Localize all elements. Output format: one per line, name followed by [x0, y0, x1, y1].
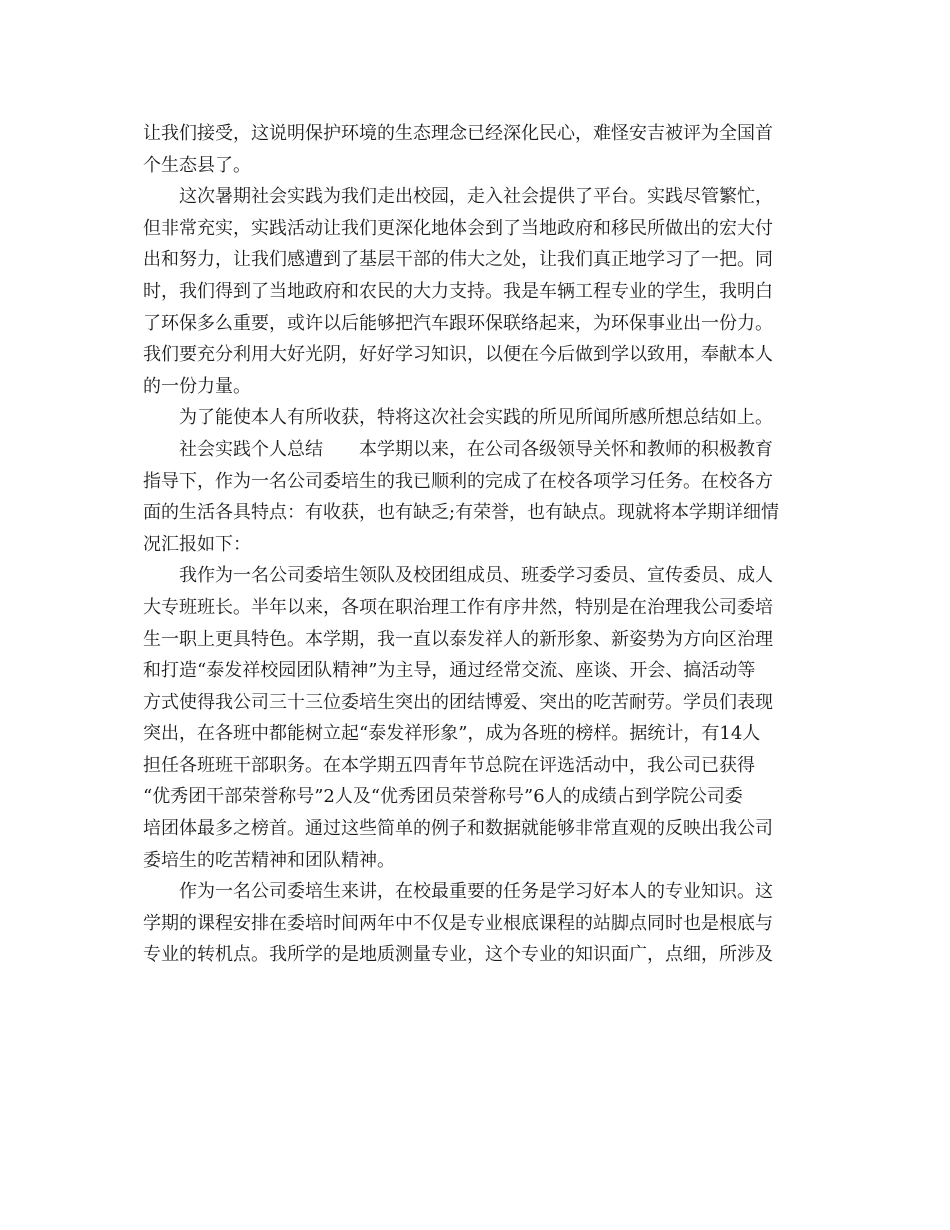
document-body: [143, 118, 813, 971]
text-line: 社会实践个人总结 本学期以来，在公司各级领导关怀和教师的积极教育: [179, 438, 773, 460]
text-line: 时，我们得到了当地政府和农民的大力支持。我是车辆工程专业的学生，我明白: [143, 280, 773, 302]
text-line: 突出，在各班中都能树立起“泰发祥形象”，成为各班的榜样。据统计，有14人: [143, 723, 761, 745]
text-line: 况汇报如下：: [143, 533, 251, 555]
text-line: 的一份力量。: [143, 375, 251, 397]
paragraph-5: [143, 560, 813, 876]
text-line: 方式使得我公司三十三位委培生突出的团结博爱、突出的吃苦耐劳。学员们表现: [143, 691, 773, 713]
text-line: 大专班班长。半年以来，各项在职治理工作有序井然，特别是在治理我公司委培: [143, 596, 773, 618]
paragraph-2: [143, 181, 813, 402]
paragraph-4: [143, 434, 813, 560]
text-line: 和打造“泰发祥校园团队精神”为主导，通过经常交流、座谈、开会、搞活动等: [143, 660, 756, 682]
text-line: 生一职上更具特色。本学期，我一直以泰发祥人的新形象、新姿势为方向区治理: [143, 628, 773, 650]
text-line: 但非常充实，实践活动让我们更深化地体会到了当地政府和移民所做出的宏大付: [143, 217, 773, 239]
text-line: 让我们接受，这说明保护环境的生态理念已经深化民心，难怪安吉被评为全国首: [143, 123, 773, 144]
text-line: 作为一名公司委培生来讲，在校最重要的任务是学习好本人的专业知识。这: [179, 881, 773, 903]
text-line: 出和努力，让我们感遭到了基层干部的伟大之处，让我们真正地学习了一把。同: [143, 249, 773, 271]
text-line: 专业的转机点。我所学的是地质测量专业，这个专业的知识面广，点细，所涉及: [143, 944, 773, 966]
paragraph-3: [143, 402, 813, 434]
text-line: 这次暑期社会实践为我们走出校园，走入社会提供了平台。实践尽管繁忙，: [179, 186, 773, 208]
text-line: 担任各班班干部职务。在本学期五四青年节总院在评选活动中，我公司已获得: [143, 754, 755, 776]
text-line: 我们要充分利用大好光阴，好好学习知识，以便在今后做到学以致用，奉献本人: [143, 344, 773, 366]
text-line: 个生态县了。: [143, 154, 251, 176]
text-line: 委培生的吃苦精神和团队精神。: [143, 849, 395, 871]
paragraph-6: [143, 876, 813, 971]
text-line: 面的生活各具特点：有收获，也有缺乏;有荣誉，也有缺点。现就将本学期详细情: [143, 502, 780, 524]
text-line: 为了能使本人有所收获，特将这次社会实践的所见所闻所感所想总结如上。: [179, 407, 773, 429]
text-line: 学期的课程安排在委培时间两年中不仅是专业根底课程的站脚点同时也是根底与: [143, 912, 773, 934]
text-line: “优秀团干部荣誉称号”2人及“优秀团员荣誉称号”6人的成绩占到学院公司委: [143, 786, 743, 808]
text-line: 指导下，作为一名公司委培生的我已顺利的完成了在校各项学习任务。在校各方: [143, 470, 773, 492]
text-line: 了环保多么重要，或许以后能够把汽车跟环保联络起来，为环保事业出一份力。: [143, 312, 773, 334]
text-line: 培团体最多之榜首。通过这些简单的例子和数据就能够非常直观的反映出我公司: [143, 818, 773, 840]
text-line: 我作为一名公司委培生领队及校团组成员、班委学习委员、宣传委员、成人: [179, 565, 773, 587]
paragraph-1: [143, 118, 813, 181]
